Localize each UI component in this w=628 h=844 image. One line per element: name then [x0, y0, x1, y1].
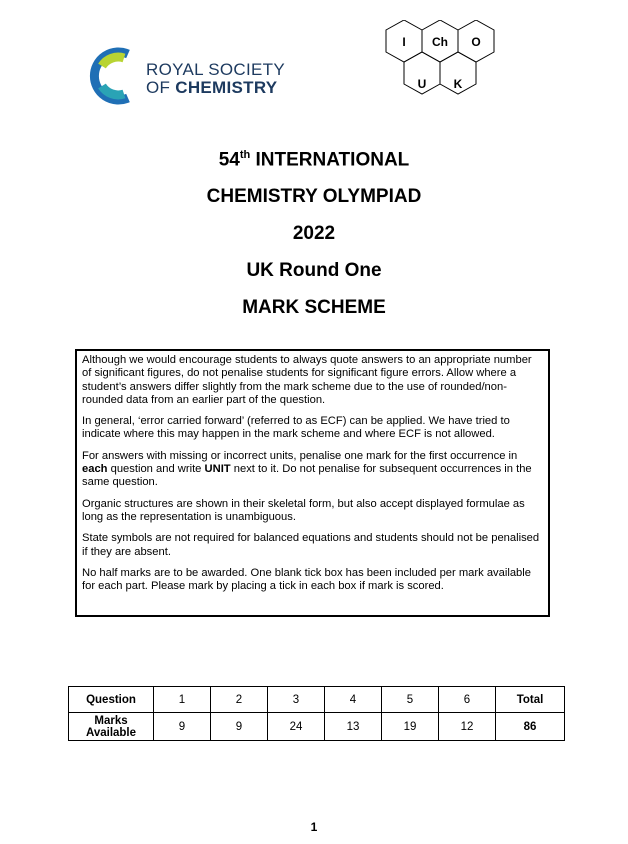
hex-label-o: O [471, 35, 481, 49]
table-cell-total-marks: 86 [496, 713, 565, 741]
note-units-each: each [82, 463, 108, 476]
note-state-symbols: State symbols are not required for balanced equations and students should not be penalised if they are absent. [82, 532, 540, 558]
table-header-question: Question [69, 687, 154, 713]
rsc-logo-line2 [146, 78, 277, 98]
marking-notes-box [75, 349, 550, 617]
table-cell-marks: 9 [211, 713, 268, 741]
hex-label-ch: Ch [432, 35, 448, 49]
note-organic-structures: Organic structures are shown in their skeletal form, but also accept displayed formulae as long as the representation is unambiguous. [82, 497, 525, 523]
page-number: 1 [310, 820, 318, 834]
page-title: MARK SCHEME [242, 297, 386, 319]
hex-label-i: I [402, 35, 406, 49]
table-cell-question: 3 [268, 687, 325, 713]
title-international: INTERNATIONAL [250, 149, 410, 171]
rsc-logo-mark-icon [88, 44, 144, 108]
note-units-text-e: next to it. Do not penalise for subsequent occurrences in the same question. [82, 463, 532, 489]
marks-header-line2: Available [85, 726, 137, 739]
table-cell-question: 5 [382, 687, 439, 713]
table-header-total: Total [496, 687, 565, 713]
note-ecf: In general, ‘error carried forward’ (referred to as ECF) can be applied. We have tried to indicate where this may happen in the mark scheme and where ECF is not allowed. [82, 415, 510, 441]
note-half-marks: No half marks are to be awarded. One blank tick box has been included per mark available for each part. Please mark by placing a tick in each box if mark is scored. [82, 566, 531, 593]
title-ordinal-suffix: th [239, 149, 251, 161]
table-cell-question: 2 [211, 687, 268, 713]
table-cell-question: 6 [439, 687, 496, 713]
rsc-logo-of: OF [146, 78, 171, 97]
icho-uk-logo [364, 20, 514, 120]
note-units [82, 450, 544, 490]
table-cell-marks: 13 [325, 713, 382, 741]
table-cell-marks: 12 [439, 713, 496, 741]
note-units-unit: UNIT [204, 463, 231, 476]
hex-label-k: K [453, 77, 463, 91]
title-line-4: UK Round One [246, 260, 382, 282]
title-block [0, 137, 628, 326]
marks-table [68, 686, 565, 741]
hex-label-u: U [417, 77, 427, 91]
title-line-2: CHEMISTRY OLYMPIAD [206, 186, 422, 208]
table-header-marks-available [69, 713, 154, 741]
note-units-text-c: question and write [107, 463, 205, 476]
title-line-3: 2022 [292, 223, 336, 245]
title-line-1 [0, 137, 628, 178]
table-row-questions [69, 687, 565, 713]
note-units-text-a: For answers with missing or incorrect units, penalise one mark for the first occurrence in [82, 449, 518, 462]
title-olympiad-number: 54 [218, 149, 240, 171]
rsc-logo-chemistry: CHEMISTRY [175, 78, 278, 97]
table-cell-question: 1 [154, 687, 211, 713]
table-cell-marks: 9 [154, 713, 211, 741]
marks-header-line1: Marks [94, 714, 128, 727]
rsc-logo [88, 44, 308, 108]
table-cell-marks: 19 [382, 713, 439, 741]
note-significant-figures: Although we would encourage students to always quote answers to an appropriate number of significant figures, do not penalise students for significant figure errors. Allow where a student’s answers differ slightly from the mark scheme due to the use of rounded/non-rounded data from an earlier part of the question. [82, 354, 532, 406]
table-row-marks [69, 713, 565, 741]
table-cell-marks: 24 [268, 713, 325, 741]
rsc-logo-line1: ROYAL SOCIETY [146, 60, 285, 79]
table-cell-question: 4 [325, 687, 382, 713]
